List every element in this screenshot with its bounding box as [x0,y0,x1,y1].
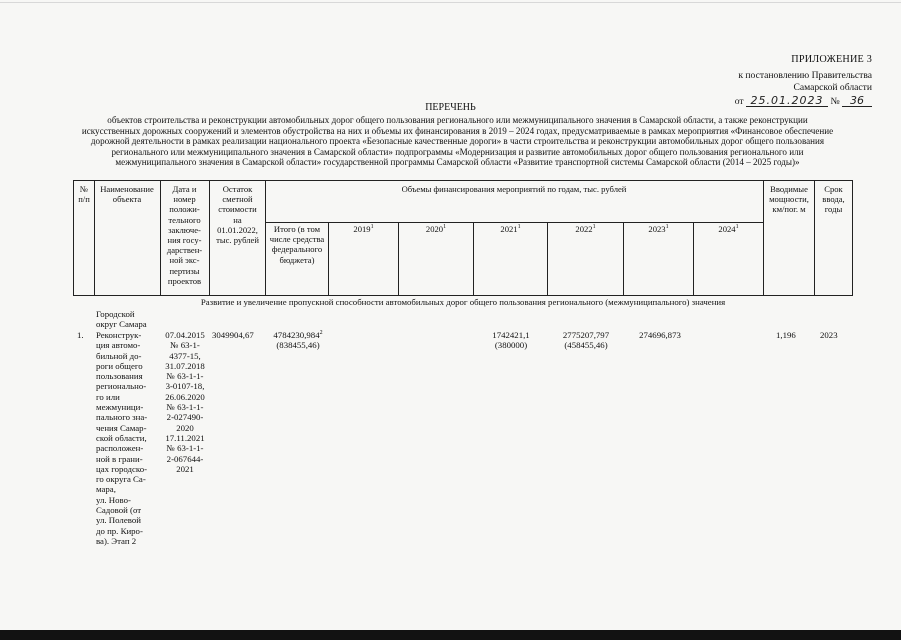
header-term: Срок ввода, годы [822,184,845,215]
description-line: межмуниципального значения в Самарской области» государственной программы Самарской области «Развитие транспортной системы Самарской области (2014 – 2025 годы)» [115,157,800,168]
row-term: 2023 [820,330,838,340]
appendix-line-1: к постановлению Правительства [738,69,872,81]
row-object-name: Реконструк- ция автомо- бильной до- роги общего пользования регионально- го или межмуници- пального зна- чения Самар- ской области, расположен- ной в грани- цах городско- го округа Са- мара, ул. Ново- Садовой (от ул. Полевой до пр. Киро- ва). Этап 2 [96,330,148,546]
bottom-scan-edge [0,630,901,640]
description-line: искусственных дорожных сооружений и элементов обустройства на них и объемы их финансирования в 2019 – 2024 годах, предусматриваемые в рамках мероприятия «Финансовое обеспечение [81,125,834,136]
row-year-2023: 274696,873 [639,330,681,340]
description-line: дорожной деятельности в рамках реализации национального проекта «Безопасные качественные дороги» в части строительства и реконструкции автомобильных дорог общего пользования [90,136,825,147]
row-balance: 3049904,67 [212,330,254,340]
header-year-2022: 2022$^1$ [575,224,596,234]
appendix-line-2: Самарской области [793,82,872,94]
description-line: регионального или межмуниципального значения в Самарской области» подпрограммы «Модернизация и развитие автомобильных дорог общего пользования регионального или [111,146,804,157]
header-total: Итого (в том числе средства федерального бюджета) [269,224,325,265]
header-num: № п/п [78,184,90,205]
grid-line-v [73,180,74,296]
header-year-2023: 2023$^1$ [648,224,669,234]
row-year-2021: 1742421,1 (380000) [492,330,530,351]
description-line: объектов строительства и реконструкции автомобильных дорог общего пользования регионального или межмуниципального значения в Самарской области, а также реконструкции [107,115,808,125]
date-prefix: от [734,95,744,107]
header-expertise-date: Дата и номер положи- тельного заключе- ния госу- дарствен- ной экс- пертизы проектов [166,184,203,286]
group-label: Городской округ Самара [96,309,147,330]
handwritten-date: 25.01.2023 [746,95,828,107]
number-prefix: № [830,95,840,107]
header-capacity: Вводимые мощности, км/пог. м [769,184,809,215]
row-capacity: 1,196 [776,330,796,340]
appendix-header [610,54,872,108]
header-name: Наименование объекта [100,184,154,205]
top-scan-edge [0,2,901,3]
grid-line-v [852,180,853,296]
row-total: 4784230,984$^2$ (838455,46) [273,330,323,351]
header-funding-group: Объемы финансирования мероприятий по годам, тыс. рублей [401,184,627,194]
handwritten-number: 36 [842,95,872,107]
grid-line-bottom [73,295,853,296]
section-heading: Развитие и увеличение пропускной способности автомобильных дорог общего пользования регионального (межмуниципального) значения [200,297,726,307]
list-title: ПЕРЕЧЕНЬ [425,102,476,113]
row-num: 1. [77,330,84,340]
row-year-2022: 2775207,797 (458455,46) [562,330,610,351]
grid-line-funding-split [265,222,763,223]
header-year-2024: 2024$^1$ [718,224,739,234]
grid-line-top [73,180,853,181]
header-year-2020: 2020$^1$ [425,224,447,234]
header-balance: Остаток сметной стоимости на 01.01.2022, тыс. рублей [216,184,259,246]
row-expertise-dates: 07.04.2015 № 63-1- 4377-15, 31.07.2018 № 63-1-1- 3-0107-18, 26.06.2020 № 63-1-1- 2-027490- 2020 17.11.2021 № 63-1-1- 2-067644- 2021 [165,330,205,474]
list-description [40,115,875,168]
header-year-2019: 2019$^1$ [353,224,374,234]
header-year-2021: 2021$^1$ [500,224,521,234]
appendix-title: ПРИЛОЖЕНИЕ 3 [791,54,872,65]
